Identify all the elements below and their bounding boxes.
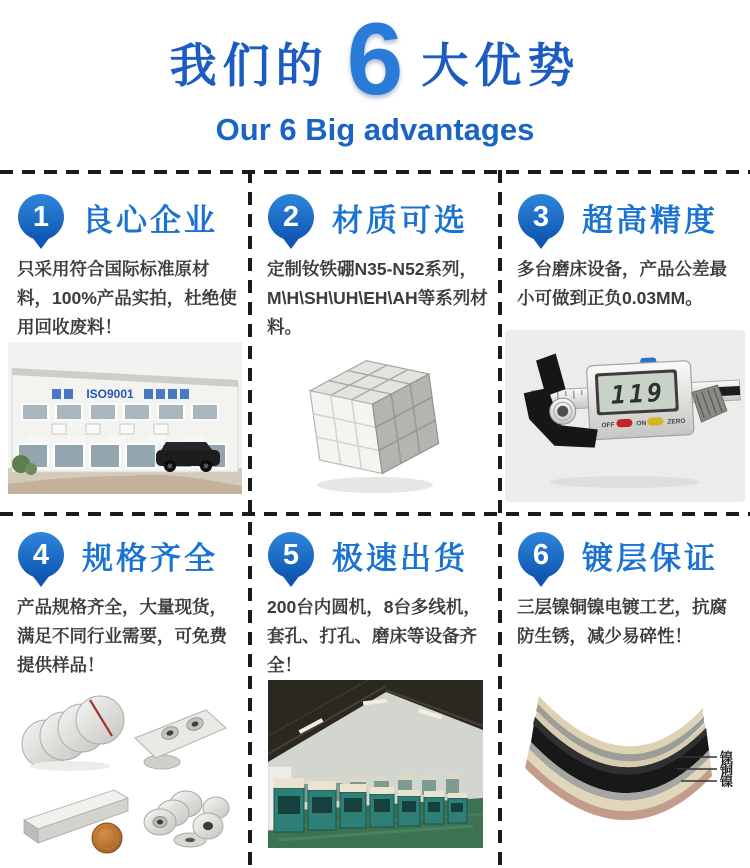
badge-number: 6 xyxy=(532,538,550,571)
card-description: 三层镍铜镍电镀工艺，抗腐防生锈，减少易碎性！ xyxy=(517,597,727,646)
badge-number: 1 xyxy=(32,200,50,233)
card-1-header xyxy=(18,194,250,240)
card-4-header xyxy=(18,532,250,578)
title-big-number: 6 xyxy=(346,2,404,116)
advantage-card-5 xyxy=(250,512,500,868)
factory-building-illustration xyxy=(8,342,242,494)
caliper-display-value: 119 xyxy=(610,377,666,410)
badge-number: 3 xyxy=(532,200,550,233)
card-description: 定制钕铁硼N35-N52系列，M\H\SH\UH\EH\AH等系列材料。 xyxy=(267,259,488,337)
coating-label-nickel-top: 镍 xyxy=(720,750,734,765)
advantage-card-3 xyxy=(500,174,750,512)
caliper-zero-label: ZERO xyxy=(667,417,686,426)
card-title: 极速出货 xyxy=(332,540,468,576)
advantage-card-4 xyxy=(0,512,250,868)
card-title: 良心企业 xyxy=(82,202,218,238)
caliper-off-label: OFF xyxy=(601,421,615,430)
coating-label-copper: 铜 xyxy=(720,762,734,777)
card-2-header xyxy=(268,194,500,240)
title-suffix: 大优势 xyxy=(421,38,581,92)
magnet-cube-photo xyxy=(270,342,480,507)
card-title: 规格齐全 xyxy=(82,540,218,576)
card-title: 超高精度 xyxy=(582,202,718,238)
advantage-card-2 xyxy=(250,174,500,512)
card-description: 多台磨床设备，产品公差最小可做到正负0.03MM。 xyxy=(517,259,727,308)
caliper-on-label: ON xyxy=(636,419,647,428)
badge-number: 2 xyxy=(282,200,300,233)
page-header xyxy=(0,0,750,148)
number-badge-icon xyxy=(518,194,564,240)
card-description: 产品规格齐全，大量现货，满足不同行业需要，可免费提供样品！ xyxy=(17,597,227,675)
card-title: 材质可选 xyxy=(332,202,468,238)
magnet-assortment-illustration xyxy=(10,680,240,868)
coating-label-nickel-bottom: 镍 xyxy=(720,774,734,789)
card-description: 只采用符合国际标准原材料，100%产品实拍，杜绝使用回收废料！ xyxy=(17,259,237,337)
magnet-cube-illustration xyxy=(270,342,480,507)
title-prefix: 我们的 xyxy=(169,38,329,92)
number-badge-icon xyxy=(18,194,64,240)
digital-caliper-photo xyxy=(505,330,745,502)
number-badge-icon xyxy=(518,532,564,578)
digital-caliper-illustration xyxy=(505,330,745,502)
number-badge-icon xyxy=(268,532,314,578)
coating-layers-illustration xyxy=(505,662,745,860)
workshop-illustration xyxy=(268,680,483,848)
card-6-header xyxy=(518,532,750,578)
advantage-card-6 xyxy=(500,512,750,868)
card-5-header xyxy=(268,532,500,578)
page-subtitle: Our 6 Big advantages xyxy=(215,112,535,147)
badge-number: 4 xyxy=(32,538,50,571)
coating-layers-photo xyxy=(505,662,745,860)
factory-building-photo xyxy=(8,342,242,494)
badge-number: 5 xyxy=(282,538,300,571)
workshop-photo xyxy=(268,680,483,848)
magnet-assortment-photo xyxy=(10,680,240,868)
advantage-card-1 xyxy=(0,174,250,512)
card-3-header xyxy=(518,194,750,240)
factory-sign-text: ISO9001 xyxy=(86,387,134,401)
number-badge-icon xyxy=(268,194,314,240)
advantages-grid xyxy=(0,174,750,868)
number-badge-icon xyxy=(18,532,64,578)
card-title: 镀层保证 xyxy=(582,540,718,576)
card-description: 200台内圆机，8台多线机，套孔、打孔、磨床等设备齐全！ xyxy=(267,597,481,675)
page-title xyxy=(0,2,750,116)
